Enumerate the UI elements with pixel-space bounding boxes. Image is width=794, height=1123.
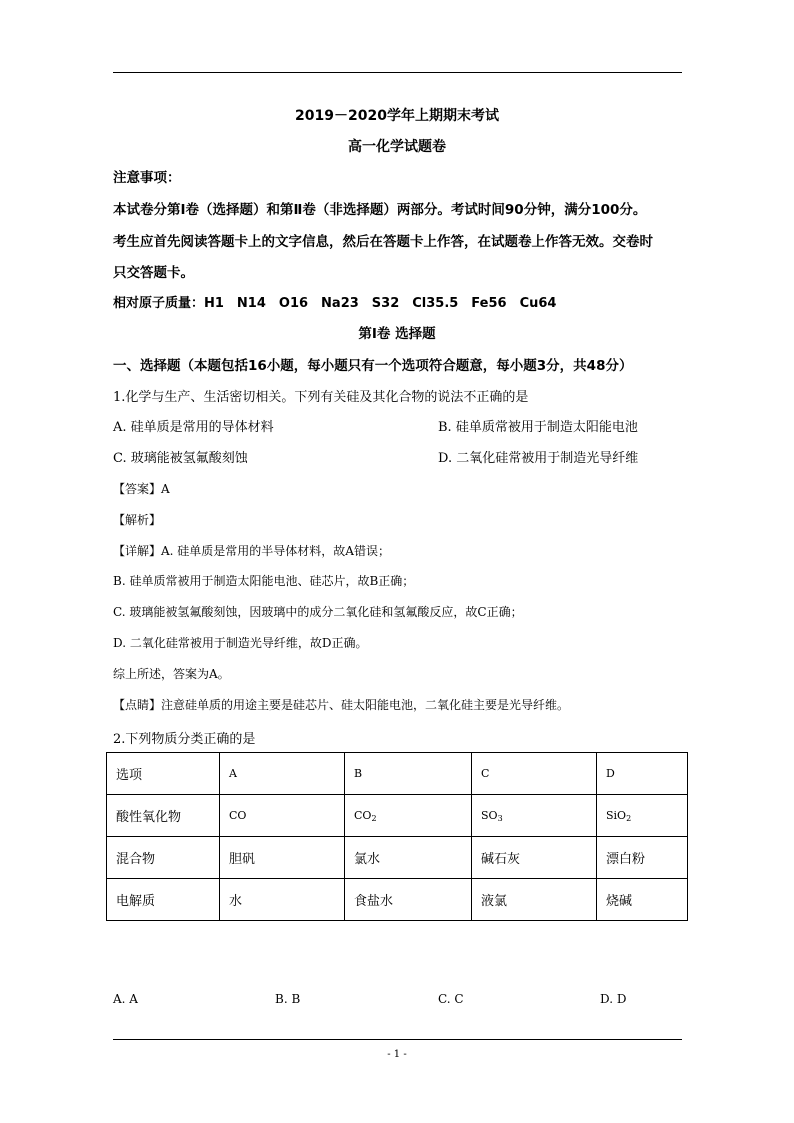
- table-cell: 液氯: [472, 879, 597, 921]
- table-cell: [472, 795, 597, 837]
- part-heading: 一、选择题（本题包括16小题，每小题只有一个选项符合题意，每小题3分，共48分）: [113, 358, 633, 374]
- q1-detail-2: B. 硅单质常被用于制造太阳能电池、硅芯片，故B正确；: [113, 574, 415, 588]
- section-title: 第Ⅰ卷 选择题: [358, 326, 436, 342]
- q1-answer: 【答案】A: [113, 482, 170, 496]
- table-cell: A: [220, 753, 345, 795]
- formula-subscript: 2: [626, 813, 632, 823]
- q2-option-d: D. D: [600, 992, 627, 1006]
- table-cell: 胆矾: [220, 837, 345, 879]
- notice-line-2: 考生应首先阅读答题卡上的文字信息，然后在答题卡上作答，在试题卷上作答无效。交卷时: [113, 234, 653, 250]
- table-cell: 漂白粉: [597, 837, 688, 879]
- q1-option-c: C. 玻璃能被氢氟酸刻蚀: [113, 451, 248, 466]
- paper-subtitle: 高一化学试题卷: [348, 139, 446, 155]
- table-cell: 电解质: [107, 879, 220, 921]
- q1-option-a: A. 硅单质是常用的导体材料: [113, 420, 274, 435]
- atomic-masses: 相对原子质量：H1 N14 O16 Na23 S32 Cl35.5 Fe56 Cu64: [113, 296, 557, 311]
- page-number: - 1 -: [387, 1049, 407, 1060]
- table-cell: 碱石灰: [472, 837, 597, 879]
- table-row: [107, 837, 688, 879]
- table-cell: CO: [220, 795, 345, 837]
- q1-option-b: B. 硅单质常被用于制造太阳能电池: [438, 420, 638, 435]
- table-cell: 烧碱: [597, 879, 688, 921]
- q2-option-b: B. B: [275, 992, 301, 1006]
- table-cell: C: [472, 753, 597, 795]
- q2-option-c: C. C: [438, 992, 464, 1006]
- table-cell: 选项: [107, 753, 220, 795]
- q1-note: 【点睛】注意硅单质的用途主要是硅芯片、硅太阳能电池，二氧化硅主要是光导纤维。: [113, 698, 570, 712]
- q1-analysis-label: 【解析】: [113, 513, 162, 527]
- notice-heading: 注意事项：: [113, 170, 181, 186]
- table-row: [107, 795, 688, 837]
- q1-detail-1: 【详解】A. 硅单质是常用的半导体材料，故A错误；: [113, 544, 390, 558]
- notice-line-1: 本试卷分第Ⅰ卷（选择题）和第Ⅱ卷（非选择题）两部分。考试时间90分钟，满分100分。: [113, 202, 647, 218]
- table-cell: 水: [220, 879, 345, 921]
- q1-option-d: D. 二氧化硅常被用于制造光导纤维: [438, 451, 639, 466]
- table-cell: 氯水: [345, 837, 472, 879]
- q1-summary: 综上所述，答案为A。: [113, 667, 230, 681]
- table-cell: [345, 795, 472, 837]
- formula-main: SO: [481, 808, 498, 822]
- formula-main: SiO: [606, 808, 627, 822]
- header-rule: [113, 72, 682, 73]
- table-header-row: [107, 753, 688, 795]
- table-cell: [597, 795, 688, 837]
- table-cell: D: [597, 753, 688, 795]
- q1-detail-3: C. 玻璃能被氢氟酸刻蚀，因玻璃中的成分二氧化硅和氢氟酸反应，故C正确；: [113, 605, 523, 619]
- q1-detail-4: D. 二氧化硅常被用于制造光导纤维，故D正确。: [113, 636, 368, 650]
- formula-main: CO: [354, 808, 372, 822]
- exam-title: 2019－2020学年上期期末考试: [295, 108, 499, 124]
- table-cell: 酸性氧化物: [107, 795, 220, 837]
- formula-subscript: 2: [371, 813, 377, 823]
- notice-line-3: 只交答题卡。: [113, 265, 194, 281]
- q1-stem: 1.化学与生产、生活密切相关。下列有关硅及其化合物的说法不正确的是: [113, 390, 529, 405]
- table-cell: 混合物: [107, 837, 220, 879]
- q2-stem: 2.下列物质分类正确的是: [113, 732, 256, 747]
- table-row: [107, 879, 688, 921]
- table-cell: 食盐水: [345, 879, 472, 921]
- footer-rule: [113, 1039, 682, 1040]
- classification-table: [106, 752, 688, 921]
- formula-subscript: 3: [497, 813, 503, 823]
- q2-option-a: A. A: [113, 992, 138, 1006]
- table-cell: B: [345, 753, 472, 795]
